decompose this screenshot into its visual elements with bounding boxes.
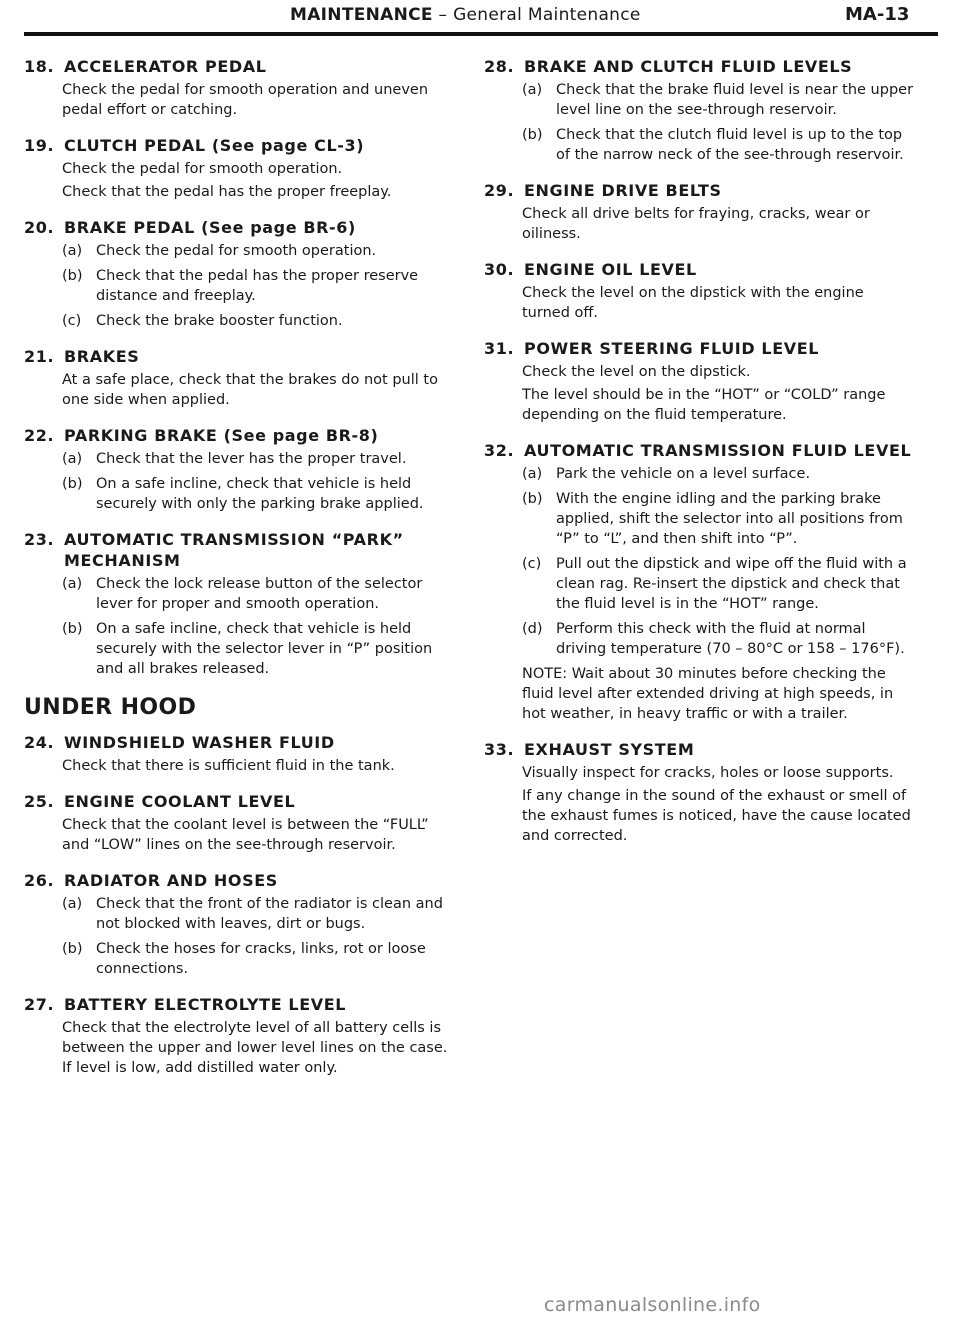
item-number: 33. — [484, 740, 515, 759]
item-paragraph: Check the pedal for smooth operation. — [62, 161, 343, 177]
sub-step — [62, 449, 456, 469]
sub-step-text: Check that the front of the radiator is clean and not blocked with leaves, dirt or bugs. — [96, 896, 443, 932]
section-heading-under-hood: UNDER HOOD — [24, 695, 197, 720]
sub-step-label: (c) — [522, 556, 542, 572]
maintenance-item — [484, 259, 916, 323]
sub-step-text: On a safe incline, check that vehicle is held securely with only the parking brake applied. — [96, 476, 424, 512]
maintenance-item — [484, 56, 916, 165]
item-heading — [484, 180, 916, 201]
item-heading — [484, 739, 916, 760]
item-number: 25. — [24, 792, 55, 811]
item-number: 19. — [24, 136, 55, 155]
maintenance-item — [24, 346, 456, 410]
item-number: 30. — [484, 260, 515, 279]
item-number: 27. — [24, 995, 55, 1014]
maintenance-item — [24, 791, 456, 855]
sub-step-label: (c) — [62, 313, 82, 329]
item-title: CLUTCH PEDAL (See page CL-3) — [64, 136, 365, 155]
sub-step-label: (b) — [62, 268, 83, 284]
item-title: ENGINE DRIVE BELTS — [524, 181, 722, 200]
item-heading — [24, 870, 456, 891]
sub-step-text: Check that the clutch fluid level is up to the top of the narrow neck of the see-through reservoir. — [556, 127, 904, 163]
header-subsection: General Maintenance — [453, 5, 641, 25]
item-number: 28. — [484, 57, 515, 76]
item-number: 26. — [24, 871, 55, 890]
item-paragraph: Check that the electrolyte level of all battery cells is between the upper and lower level lines on the case. If level is low, add distilled water only. — [62, 1020, 448, 1076]
item-body — [62, 815, 456, 855]
item-heading — [24, 217, 456, 238]
item-heading — [484, 259, 916, 280]
item-title: BRAKE PEDAL (See page BR-6) — [64, 218, 356, 237]
sub-step-text: With the engine idling and the parking brake applied, shift the selector into all positions from “P” to “L”, and then shift into “P”. — [556, 491, 903, 547]
item-body — [62, 574, 456, 679]
header-separator: – — [432, 5, 454, 25]
item-body — [522, 204, 916, 244]
item-paragraph: If any change in the sound of the exhaust or smell of the exhaust fumes is noticed, have the cause located and corrected. — [522, 788, 911, 844]
maintenance-item — [484, 739, 916, 846]
item-title: BRAKE AND CLUTCH FLUID LEVELS — [524, 57, 853, 76]
sub-step-label: (a) — [62, 896, 83, 912]
sub-step — [62, 619, 456, 679]
left-item-list — [24, 56, 456, 679]
item-paragraph: Check that the coolant level is between the “FULL” and “LOW” lines on the see-through reservoir. — [62, 817, 429, 853]
page-number: MA-13 — [845, 4, 910, 25]
sub-step-text: Check that the pedal has the proper reserve distance and freeplay. — [96, 268, 419, 304]
item-heading — [24, 529, 456, 571]
header-rule — [24, 32, 938, 36]
sub-step-text: Check the pedal for smooth operation. — [96, 243, 377, 259]
under-hood-item-list — [24, 732, 456, 1078]
item-paragraph: Check that there is sufficient fluid in the tank. — [62, 758, 395, 774]
sub-step-text: Check the lock release button of the selector lever for proper and smooth operation. — [96, 576, 423, 612]
sub-step-text: Pull out the dipstick and wipe off the fluid with a clean rag. Re-insert the dipstick and check that the fluid level is in the “HOT” range. — [556, 556, 907, 612]
sub-step — [522, 80, 916, 120]
maintenance-item — [24, 870, 456, 979]
maintenance-item — [484, 180, 916, 244]
sub-step-label: (a) — [62, 576, 83, 592]
item-number: 24. — [24, 733, 55, 752]
sub-step — [62, 474, 456, 514]
item-title: PARKING BRAKE (See page BR-8) — [64, 426, 379, 445]
sub-step-label: (b) — [522, 491, 543, 507]
item-title: BATTERY ELECTROLYTE LEVEL — [64, 995, 347, 1014]
sub-step-text: On a safe incline, check that vehicle is held securely with the selector lever in “P” position and all brakes released. — [96, 621, 433, 677]
item-paragraph: The level should be in the “HOT” or “COLD” range depending on the fluid temperature. — [522, 387, 886, 423]
item-paragraph: Visually inspect for cracks, holes or loose supports. — [522, 765, 894, 781]
sub-step — [62, 894, 456, 934]
item-paragraph: Check that the pedal has the proper freeplay. — [62, 184, 392, 200]
item-paragraph: Check the level on the dipstick. — [522, 364, 751, 380]
sub-step-text: Check the hoses for cracks, links, rot or loose connections. — [96, 941, 426, 977]
sub-step — [522, 489, 916, 549]
item-number: 21. — [24, 347, 55, 366]
item-title: POWER STEERING FLUID LEVEL — [524, 339, 820, 358]
item-title: WINDSHIELD WASHER FLUID — [64, 733, 335, 752]
sub-step-label: (b) — [62, 941, 83, 957]
item-title: AUTOMATIC TRANSMISSION “PARK” MECHANISM — [64, 530, 404, 570]
item-body — [62, 1018, 456, 1078]
maintenance-item — [24, 994, 456, 1078]
item-body — [522, 362, 916, 425]
maintenance-item — [24, 217, 456, 331]
sub-step-label: (a) — [522, 466, 543, 482]
maintenance-item — [24, 529, 456, 679]
sub-step-label: (a) — [62, 243, 83, 259]
right-item-list — [484, 56, 916, 846]
maintenance-item — [24, 56, 456, 120]
sub-step — [522, 125, 916, 165]
item-title: RADIATOR AND HOSES — [64, 871, 278, 890]
sub-step — [522, 464, 916, 484]
sub-step — [62, 311, 456, 331]
maintenance-item — [24, 135, 456, 202]
item-heading — [24, 732, 456, 753]
item-body — [62, 241, 456, 331]
maintenance-item — [484, 440, 916, 724]
item-number: 22. — [24, 426, 55, 445]
item-note: NOTE: Wait about 30 minutes before checking the fluid level after extended driving at high speeds, in hot weather, in heavy traffic or with a trailer. — [522, 666, 894, 722]
sub-step — [62, 241, 456, 261]
item-heading — [484, 440, 916, 461]
item-heading — [24, 346, 456, 367]
item-title: EXHAUST SYSTEM — [524, 740, 695, 759]
item-number: 20. — [24, 218, 55, 237]
item-heading — [484, 338, 916, 359]
item-heading — [24, 425, 456, 446]
sub-step-label: (b) — [62, 476, 83, 492]
item-number: 29. — [484, 181, 515, 200]
sub-step-label: (b) — [522, 127, 543, 143]
item-title: ENGINE COOLANT LEVEL — [64, 792, 296, 811]
maintenance-item — [24, 732, 456, 776]
sub-step-label: (b) — [62, 621, 83, 637]
sub-step — [62, 266, 456, 306]
item-heading — [24, 135, 456, 156]
item-number: 18. — [24, 57, 55, 76]
item-paragraph: At a safe place, check that the brakes do not pull to one side when applied. — [62, 372, 438, 408]
maintenance-item — [484, 338, 916, 425]
item-body — [522, 283, 916, 323]
item-title: ACCELERATOR PEDAL — [64, 57, 267, 76]
item-title: ENGINE OIL LEVEL — [524, 260, 697, 279]
item-body — [62, 449, 456, 514]
item-heading — [24, 56, 456, 77]
item-heading — [24, 791, 456, 812]
sub-step-text: Perform this check with the fluid at normal driving temperature (70 – 80°C or 158 – 176°F). — [556, 621, 905, 657]
header-title — [290, 5, 641, 25]
item-number: 23. — [24, 530, 55, 549]
sub-step-text: Park the vehicle on a level surface. — [556, 466, 811, 482]
sub-step — [62, 939, 456, 979]
item-number: 32. — [484, 441, 515, 460]
item-body — [62, 894, 456, 979]
item-heading — [24, 994, 456, 1015]
item-title: AUTOMATIC TRANSMISSION FLUID LEVEL — [524, 441, 912, 460]
item-body — [62, 756, 456, 776]
sub-step-label: (d) — [522, 621, 543, 637]
item-heading — [484, 56, 916, 77]
item-title: BRAKES — [64, 347, 140, 366]
item-number: 31. — [484, 339, 515, 358]
item-paragraph: Check all drive belts for fraying, cracks, wear or oiliness. — [522, 206, 870, 242]
item-body — [62, 159, 456, 202]
item-body — [522, 80, 916, 165]
item-body — [522, 763, 916, 846]
sub-step — [522, 554, 916, 614]
sub-step-label: (a) — [62, 451, 83, 467]
sub-step-label: (a) — [522, 82, 543, 98]
item-body — [62, 80, 456, 120]
left-column — [24, 56, 456, 1093]
item-paragraph: Check the pedal for smooth operation and uneven pedal effort or catching. — [62, 82, 429, 118]
sub-step — [522, 619, 916, 659]
header-section: MAINTENANCE — [290, 5, 433, 25]
sub-step — [62, 574, 456, 614]
item-paragraph: Check the level on the dipstick with the engine turned off. — [522, 285, 864, 321]
maintenance-item — [24, 425, 456, 514]
sub-step-text: Check the brake booster function. — [96, 313, 343, 329]
sub-step-text: Check that the brake fluid level is near the upper level line on the see-through reservoir. — [556, 82, 914, 118]
item-body — [522, 464, 916, 724]
item-body — [62, 370, 456, 410]
right-column — [484, 56, 916, 861]
sub-step-text: Check that the lever has the proper travel. — [96, 451, 407, 467]
watermark-text: carmanualsonline.info — [544, 1294, 761, 1316]
